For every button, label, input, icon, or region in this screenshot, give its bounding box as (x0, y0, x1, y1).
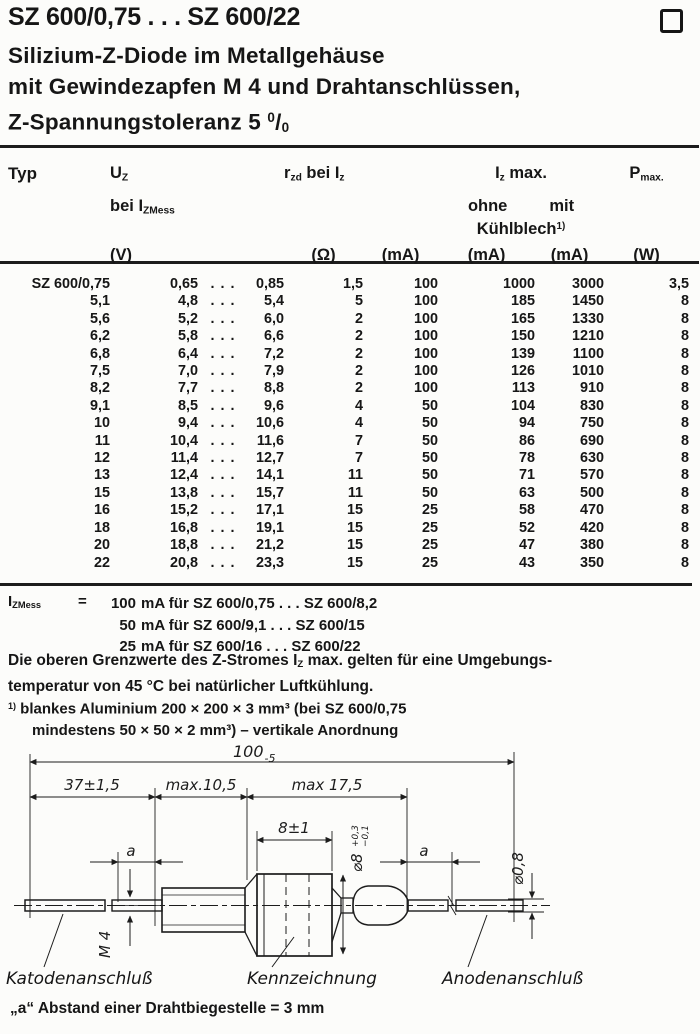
col-header-rzd: $r_{zd}$ bei $I_z$ (284, 164, 345, 184)
cell-dots: . . . (210, 415, 236, 432)
table-row (8, 537, 689, 554)
cell-typ: 8,2 (89, 380, 110, 397)
cell-pmax: 8 (681, 537, 690, 554)
cell-uz_min: 6,4 (177, 345, 198, 362)
wire-bend-note: „a“ Abstand einer Drahtbiegestelle = 3 mm (10, 1000, 325, 1017)
izmess-line-2: 50 mA für SZ 600/9,1 . . . SZ 600/15 (119, 616, 365, 634)
dim-a-right: a (419, 842, 429, 860)
cell-mit: 470 (580, 502, 605, 519)
col-header-ohne-mit: ohne mit (467, 197, 575, 215)
cell-iz: 100 (414, 380, 439, 397)
cell-iz: 25 (422, 554, 439, 571)
col-header-izmax: $I_z$ max. (495, 164, 547, 184)
cell-uz_min: 7,0 (177, 363, 198, 380)
cell-rzd: 2 (355, 345, 364, 362)
cell-iz: 25 (422, 537, 439, 554)
cell-dots: . . . (210, 328, 236, 345)
cell-typ: 5,6 (89, 310, 110, 327)
cell-ohne: 43 (519, 554, 536, 571)
table-row (8, 433, 689, 450)
table-row (8, 328, 689, 345)
cell-pmax: 8 (681, 450, 690, 467)
cell-pmax: 8 (681, 328, 690, 345)
cell-mit: 380 (580, 537, 605, 554)
cell-pmax: 3,5 (669, 276, 690, 292)
cell-ohne: 94 (519, 415, 536, 432)
izmess-line-1: 100 mA für SZ 600/0,75 . . . SZ 600/8,2 (110, 595, 378, 612)
cell-mit: 830 (580, 397, 605, 414)
col-header-uz-cond: bei $I_{ZMess}$ (110, 197, 175, 217)
cell-typ: 16 (93, 502, 110, 519)
cell-mit: 1100 (572, 345, 605, 362)
izmess-line-3: 25 mA für SZ 600/16 . . . SZ 600/22 (119, 638, 361, 655)
cell-dots: . . . (210, 293, 236, 310)
cell-rzd: 11 (347, 467, 364, 484)
cell-uz_max: 8,8 (264, 380, 285, 397)
cell-uz_max: 15,7 (256, 484, 285, 501)
cell-dots: . . . (210, 397, 236, 414)
cell-ohne: 150 (511, 328, 536, 345)
cell-rzd: 11 (347, 484, 364, 501)
cell-mit: 750 (580, 415, 605, 432)
table-row (8, 363, 689, 380)
cell-dots: . . . (210, 502, 236, 519)
cell-uz_min: 5,8 (177, 328, 198, 345)
subtitle-line-3: Z-Spannungstoleranz 5 $^0$/0 (8, 109, 290, 136)
izmess-equals: = (78, 593, 87, 610)
cell-rzd: 15 (347, 502, 364, 519)
cell-dots: . . . (210, 519, 236, 536)
cell-pmax: 8 (681, 554, 690, 571)
cell-ohne: 1000 (503, 276, 536, 292)
cell-mit: 1330 (572, 310, 605, 327)
cell-iz: 50 (422, 415, 439, 432)
cell-typ: 5,1 (89, 293, 110, 310)
cell-uz_min: 11,4 (170, 450, 198, 467)
col-header-uz: $U_Z$ (110, 164, 129, 184)
subtitle-line-2: mit Gewindezapfen M 4 und Drahtanschlüssen, (8, 74, 521, 99)
cell-uz_max: 7,2 (264, 345, 285, 362)
dim-case: max 17,5 (291, 776, 363, 794)
izmess-lines (104, 593, 377, 658)
hex-shaft (162, 888, 245, 932)
cell-pmax: 8 (681, 293, 690, 310)
dim-a-left: a (126, 842, 136, 860)
cell-rzd: 15 (347, 537, 364, 554)
cell-mit: 630 (580, 450, 605, 467)
cell-iz: 50 (422, 397, 439, 414)
cell-uz_max: 6,6 (264, 328, 285, 345)
cell-dots: . . . (210, 345, 236, 362)
page-title: SZ 600/0,75 . . . SZ 600/22 (8, 3, 301, 31)
svg-text:⌀0,8: ⌀0,8 (509, 852, 527, 885)
cell-iz: 25 (422, 502, 439, 519)
dim-wire-diameter (509, 852, 527, 885)
svg-text:−0,1: −0,1 (361, 825, 371, 847)
cell-ohne: 63 (519, 484, 536, 501)
cell-uz_max: 14,1 (256, 467, 285, 484)
metal-case-body (257, 874, 332, 956)
cell-uz_min: 0,65 (169, 276, 198, 292)
cell-rzd: 15 (347, 519, 364, 536)
table-row (8, 398, 689, 415)
cell-typ: 15 (93, 484, 110, 501)
cell-pmax: 8 (681, 345, 690, 362)
cell-pmax: 8 (681, 415, 690, 432)
cell-typ: SZ 600/0,75 (31, 276, 110, 292)
table-row (8, 346, 689, 363)
cell-pmax: 8 (681, 484, 690, 501)
cell-iz: 50 (422, 484, 439, 501)
cell-typ: 11 (94, 432, 110, 449)
percent-numerator: 0 (267, 110, 276, 125)
cell-dots: . . . (210, 554, 236, 571)
cell-uz_min: 8,5 (177, 397, 198, 414)
dim-cathode-lead: 37±1,5 (64, 776, 120, 794)
cathode-label: Katodenanschluß (6, 969, 153, 989)
table-row (8, 555, 689, 572)
cell-rzd: 15 (347, 554, 364, 571)
cell-rzd: 7 (355, 432, 364, 449)
cell-mit: 3000 (572, 276, 605, 292)
subtitle-line-1: Silizium-Z-Diode im Metallgehäuse (8, 43, 385, 68)
cell-ohne: 104 (511, 397, 536, 414)
unit-ma-3: (mA) (550, 246, 589, 264)
cell-mit: 1210 (572, 328, 605, 345)
cell-iz: 100 (414, 345, 439, 362)
izmess-note (8, 593, 377, 658)
cell-ohne: 185 (511, 293, 536, 310)
cell-iz: 100 (414, 328, 439, 345)
unit-ma-2: (mA) (467, 246, 506, 264)
cell-uz_min: 13,8 (169, 484, 198, 501)
cell-uz_max: 6,0 (264, 310, 285, 327)
unit-ohm: (Ω) (311, 246, 336, 264)
table-row (8, 311, 689, 328)
table-row (8, 485, 689, 502)
cell-mit: 910 (580, 380, 605, 397)
table-body (8, 276, 689, 572)
cell-typ: 12 (93, 450, 110, 467)
dim-body-diameter (348, 825, 371, 872)
divider-table-bottom (0, 583, 692, 586)
cell-pmax: 8 (681, 502, 690, 519)
cell-mit: 570 (580, 467, 605, 484)
subtitle (8, 40, 520, 143)
cell-uz_max: 19,1 (256, 519, 285, 536)
cell-iz: 25 (422, 519, 439, 536)
cell-uz_min: 15,2 (169, 502, 198, 519)
cell-rzd: 2 (355, 363, 364, 380)
cell-dots: . . . (210, 363, 236, 380)
cell-ohne: 58 (519, 502, 536, 519)
footnote-1-line-2: mindestens 50 × 50 × 2 mm³) – vertikale Anordnung (32, 721, 399, 739)
cell-mit: 500 (580, 484, 605, 501)
table-header (8, 157, 689, 276)
col-header-kuehlblech: Kühlblech$^{1)}$ (476, 220, 566, 238)
cell-rzd: 2 (355, 328, 364, 345)
cell-mit: 350 (580, 554, 605, 571)
cell-pmax: 8 (681, 467, 690, 484)
dim-stud: max.10,5 (165, 776, 237, 794)
cell-mit: 420 (580, 519, 605, 536)
cell-uz_min: 9,4 (177, 415, 198, 432)
cell-typ: 18 (93, 519, 110, 536)
thread-label (96, 931, 114, 958)
ambient-note (8, 650, 552, 698)
cell-dots: . . . (210, 484, 236, 501)
cell-dots: . . . (210, 432, 236, 449)
cell-uz_min: 18,8 (169, 537, 198, 554)
corner-square-icon (660, 9, 683, 33)
unit-w: (W) (633, 246, 660, 264)
unit-ma-1: (mA) (381, 246, 420, 264)
cell-uz_max: 17,1 (256, 502, 285, 519)
cell-typ: 6,8 (89, 345, 110, 362)
cell-iz: 100 (414, 310, 439, 327)
outline-drawing (0, 740, 700, 996)
cell-ohne: 126 (511, 363, 536, 380)
cell-uz_max: 9,6 (264, 397, 285, 414)
cell-pmax: 8 (681, 380, 690, 397)
cell-uz_min: 20,8 (169, 554, 198, 571)
cell-rzd: 2 (355, 380, 364, 397)
table-row (8, 502, 689, 519)
cell-pmax: 8 (681, 519, 690, 536)
table-row (8, 450, 689, 467)
cell-mit: 1450 (572, 293, 605, 310)
cell-rzd: 1,5 (343, 276, 364, 292)
cell-uz_max: 0,85 (256, 276, 285, 292)
anode-label: Anodenanschluß (442, 969, 584, 989)
cell-typ: 10 (93, 415, 110, 432)
marking-label: Kennzeichnung (247, 969, 377, 989)
cell-dots: . . . (210, 276, 236, 292)
percent-denominator: 0 (281, 120, 290, 136)
cell-uz_max: 23,3 (256, 554, 285, 571)
table-row (8, 293, 689, 310)
divider-top (0, 145, 699, 148)
cell-typ: 9,1 (89, 397, 110, 414)
dim-marking-zone: 8±1 (278, 819, 310, 837)
cell-ohne: 78 (519, 450, 536, 467)
cell-typ: 13 (93, 467, 110, 484)
cell-typ: 20 (93, 537, 110, 554)
cell-typ: 6,2 (89, 328, 110, 345)
cell-iz: 50 (422, 450, 439, 467)
cell-typ: 7,5 (89, 363, 110, 380)
cell-ohne: 86 (519, 432, 536, 449)
spec-table (8, 157, 689, 572)
cell-uz_min: 7,7 (177, 380, 198, 397)
cell-uz_max: 21,2 (256, 537, 285, 554)
cell-uz_min: 5,2 (177, 310, 198, 327)
cell-mit: 690 (580, 432, 605, 449)
footnote-1-line-1: $^{1)}$ blankes Aluminium 200 × 200 × 3 mm³ (bei SZ 600/0,75 (8, 700, 407, 718)
cell-rzd: 4 (355, 415, 364, 432)
cell-uz_min: 16,8 (169, 519, 198, 536)
ambient-line-2: temperatur von 45 °C bei natürlicher Luftkühlung. (8, 678, 374, 696)
cell-uz_min: 4,8 (177, 293, 198, 310)
cell-ohne: 52 (519, 519, 536, 536)
izmess-symbol: $I_{ZMess}$ (8, 593, 42, 611)
cell-ohne: 165 (511, 310, 536, 327)
unit-v: (V) (110, 246, 132, 264)
cell-uz_max: 5,4 (264, 293, 285, 310)
cell-uz_max: 10,6 (256, 415, 285, 432)
cell-ohne: 113 (511, 380, 536, 397)
cell-pmax: 8 (681, 432, 690, 449)
cell-mit: 1010 (572, 363, 605, 380)
cell-iz: 100 (414, 363, 439, 380)
cell-iz: 100 (414, 276, 439, 292)
ambient-line-1: Die oberen Grenzwerte des Z-Stromes $I_Z$ max. gelten für eine Umgebungs- (8, 652, 553, 671)
cell-iz: 50 (422, 432, 439, 449)
footnote-1 (8, 696, 406, 741)
cell-iz: 100 (414, 293, 439, 310)
cell-pmax: 8 (681, 397, 690, 414)
cell-uz_min: 10,4 (169, 432, 198, 449)
cell-typ: 22 (93, 554, 110, 571)
cell-rzd: 4 (355, 397, 364, 414)
cell-dots: . . . (210, 450, 236, 467)
cell-ohne: 139 (511, 345, 536, 362)
cell-uz_max: 12,7 (256, 450, 285, 467)
cell-rzd: 2 (355, 310, 364, 327)
cell-dots: . . . (210, 537, 236, 554)
cell-ohne: 47 (519, 537, 536, 554)
table-row (8, 380, 689, 397)
svg-text:M 4: M 4 (96, 930, 114, 958)
table-row (8, 276, 689, 293)
cell-dots: . . . (210, 310, 236, 327)
cell-pmax: 8 (681, 363, 690, 380)
svg-text:+0,3: +0,3 (351, 825, 361, 847)
col-header-pmax: $P_{max.}$ (629, 164, 664, 184)
cell-rzd: 7 (355, 450, 364, 467)
cell-uz_min: 12,4 (169, 467, 198, 484)
table-row (8, 415, 689, 432)
cell-pmax: 8 (681, 310, 690, 327)
table-row (8, 467, 689, 484)
dim-overall-length: $100_{-5}$ (233, 742, 276, 765)
cell-dots: . . . (210, 467, 236, 484)
table-row (8, 520, 689, 537)
cell-iz: 50 (422, 467, 439, 484)
cell-uz_max: 7,9 (264, 363, 285, 380)
svg-text:⌀8: ⌀8 (348, 853, 366, 872)
cell-uz_max: 11,6 (256, 432, 285, 449)
cell-dots: . . . (210, 380, 236, 397)
cell-rzd: 5 (355, 293, 364, 310)
cell-ohne: 71 (519, 467, 536, 484)
col-header-typ: Typ (8, 164, 37, 183)
percent-slash: / (275, 109, 282, 135)
